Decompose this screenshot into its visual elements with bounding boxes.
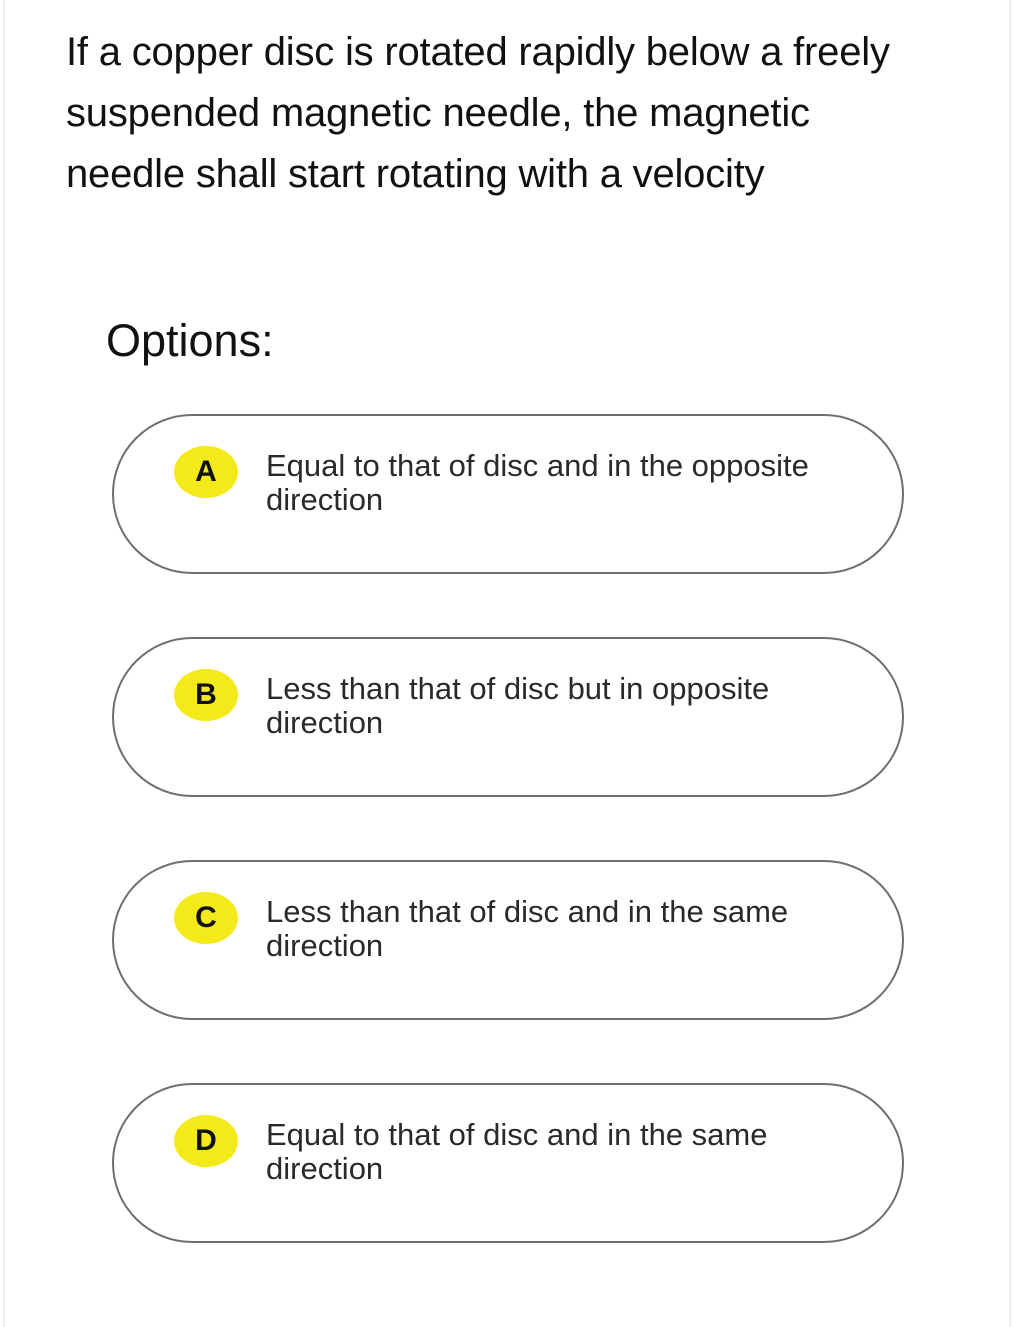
- question-text: If a copper disc is rotated rapidly below a freely suspended magnetic needle, the magnetic needle shall start rotating with a velocity: [66, 30, 890, 196]
- option-text: Equal to that of disc and in the opposite direction: [266, 448, 809, 517]
- option-text: Equal to that of disc and in the same direction: [266, 1117, 768, 1186]
- option-a[interactable]: [112, 414, 904, 574]
- option-b[interactable]: [112, 637, 904, 797]
- option-d[interactable]: [112, 1083, 904, 1243]
- option-letter-badge: B: [174, 669, 238, 721]
- option-c[interactable]: [112, 860, 904, 1020]
- option-letter-badge: D: [174, 1115, 238, 1167]
- option-text: Less than that of disc and in the same direction: [266, 894, 789, 963]
- option-text: Less than that of disc but in opposite direction: [266, 671, 770, 740]
- options-heading: Options:: [106, 315, 274, 366]
- option-letter-badge: C: [174, 892, 238, 944]
- option-letter-badge: A: [174, 446, 238, 498]
